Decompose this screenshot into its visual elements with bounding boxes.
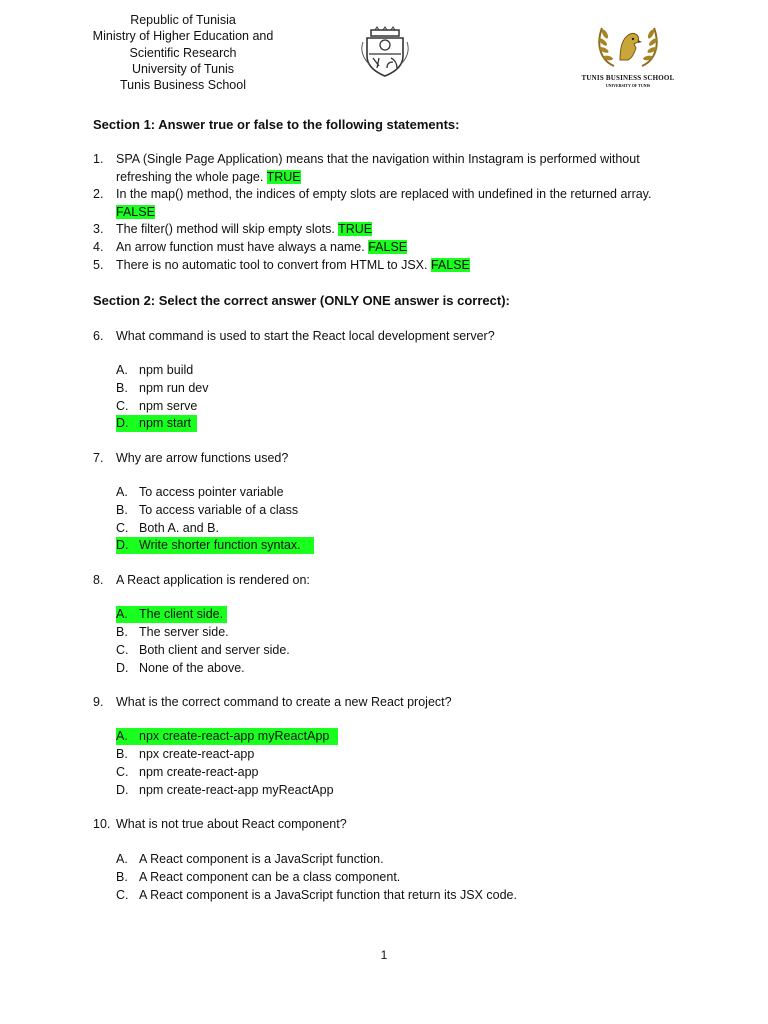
question-text: Why are arrow functions used? bbox=[116, 451, 289, 465]
option-9d bbox=[116, 782, 334, 799]
option-letter: B. bbox=[116, 870, 128, 884]
option-7c bbox=[116, 520, 219, 537]
option-letter: B. bbox=[116, 381, 128, 395]
question-number: 9. bbox=[93, 695, 104, 709]
option-text: npx create-react-app myReactApp bbox=[139, 729, 330, 743]
question-text: What command is used to start the React local development server? bbox=[116, 329, 495, 343]
option-letter: D. bbox=[116, 661, 129, 675]
institution-header bbox=[60, 12, 306, 93]
option-10b bbox=[116, 869, 401, 886]
item-text: The filter() method will skip empty slots. bbox=[116, 222, 335, 236]
option-text: Both client and server side. bbox=[139, 643, 290, 657]
option-letter: B. bbox=[116, 503, 128, 517]
option-text: A React component can be a class component. bbox=[139, 870, 401, 884]
option-7a bbox=[116, 484, 284, 501]
option-letter: B. bbox=[116, 625, 128, 639]
option-letter: D. bbox=[116, 783, 129, 797]
option-7d-correct bbox=[116, 537, 314, 554]
option-6b bbox=[116, 380, 209, 397]
header-line: Tunis Business School bbox=[120, 78, 246, 93]
item-number: 4. bbox=[93, 240, 104, 254]
option-text: To access variable of a class bbox=[139, 503, 299, 517]
item-number: 1. bbox=[93, 152, 104, 166]
option-letter: C. bbox=[116, 888, 129, 902]
option-text: A React component is a JavaScript function that return its JSX code. bbox=[139, 888, 517, 902]
option-6c bbox=[116, 398, 198, 415]
answer-highlight: TRUE bbox=[266, 170, 301, 184]
header-line: Republic of Tunisia bbox=[130, 13, 236, 27]
option-9c bbox=[116, 764, 259, 781]
item-text: SPA (Single Page Application) means that the navigation within Instagram is performed without bbox=[116, 152, 640, 166]
question-number: 6. bbox=[93, 329, 104, 343]
page-number: 1 bbox=[380, 948, 388, 962]
option-9b bbox=[116, 746, 255, 763]
header-line: Ministry of Higher Education and bbox=[92, 29, 274, 44]
option-letter: A. bbox=[116, 729, 128, 743]
tf-item-1-cont bbox=[116, 169, 301, 186]
tf-item-2-answer bbox=[116, 204, 155, 221]
answer-highlight: TRUE bbox=[338, 222, 373, 236]
logo-subtitle: UNIVERSITY OF TUNIS bbox=[605, 83, 651, 88]
item-number: 5. bbox=[93, 258, 104, 272]
option-text: npm serve bbox=[139, 399, 198, 413]
option-text: npm create-react-app bbox=[139, 765, 259, 779]
option-letter: C. bbox=[116, 643, 129, 657]
question-number: 7. bbox=[93, 451, 104, 465]
option-6d-correct bbox=[116, 415, 197, 432]
option-letter: A. bbox=[116, 485, 128, 499]
option-text: npm build bbox=[139, 363, 194, 377]
item-number: 3. bbox=[93, 222, 104, 236]
question-number: 8. bbox=[93, 573, 104, 587]
option-8d bbox=[116, 660, 245, 677]
section-1-title: Section 1: Answer true or false to the following statements: bbox=[93, 117, 460, 132]
option-8c bbox=[116, 642, 290, 659]
option-text: None of the above. bbox=[139, 661, 245, 675]
option-10a bbox=[116, 851, 384, 868]
option-letter: B. bbox=[116, 747, 128, 761]
option-text: To access pointer variable bbox=[139, 485, 284, 499]
section-2-title: Section 2: Select the correct answer (ONLY ONE answer is correct): bbox=[93, 293, 510, 308]
question-text: What is the correct command to create a new React project? bbox=[116, 695, 452, 709]
item-number: 2. bbox=[93, 187, 104, 201]
option-letter: C. bbox=[116, 399, 129, 413]
item-text: In the map() method, the indices of empty slots are replaced with undefined in the returned array. bbox=[116, 187, 652, 201]
header-line: Scientific Research bbox=[129, 45, 237, 60]
option-text: npx create-react-app bbox=[139, 747, 255, 761]
coat-of-arms-icon bbox=[357, 24, 413, 80]
option-7b bbox=[116, 502, 299, 519]
option-6a bbox=[116, 362, 194, 379]
answer-highlight: FALSE bbox=[368, 240, 408, 254]
logo-title: TUNIS BUSINESS SCHOOL bbox=[581, 74, 675, 82]
option-8a-correct bbox=[116, 606, 227, 623]
option-text: Both A. and B. bbox=[139, 521, 219, 535]
answer-highlight: FALSE bbox=[116, 205, 155, 219]
option-letter: C. bbox=[116, 521, 129, 535]
item-text: An arrow function must have always a name. bbox=[116, 240, 365, 254]
option-letter: D. bbox=[116, 538, 129, 552]
option-text: Write shorter function syntax. bbox=[139, 538, 301, 552]
option-8b bbox=[116, 624, 229, 641]
option-text: npm start bbox=[139, 416, 192, 430]
option-text: The server side. bbox=[139, 625, 229, 639]
answer-highlight: FALSE bbox=[430, 258, 470, 272]
item-text-cont: refreshing the whole page. bbox=[116, 170, 264, 184]
option-text: The client side. bbox=[139, 607, 224, 621]
question-text: A React application is rendered on: bbox=[116, 573, 310, 587]
option-letter: A. bbox=[116, 363, 128, 377]
header-line: University of Tunis bbox=[131, 61, 235, 76]
option-text: A React component is a JavaScript function. bbox=[139, 852, 384, 866]
option-letter: D. bbox=[116, 416, 129, 430]
item-text: There is no automatic tool to convert from HTML to JSX. bbox=[116, 258, 428, 272]
eagle-laurel-icon bbox=[580, 20, 676, 74]
option-9a-correct bbox=[116, 728, 338, 745]
tbs-logo bbox=[580, 20, 676, 92]
option-letter: C. bbox=[116, 765, 129, 779]
option-letter: A. bbox=[116, 852, 128, 866]
option-text: npm run dev bbox=[139, 381, 209, 395]
question-text: What is not true about React component? bbox=[116, 817, 347, 831]
option-10c bbox=[116, 887, 517, 904]
question-number: 10. bbox=[93, 817, 111, 831]
option-text: npm create-react-app myReactApp bbox=[139, 783, 334, 797]
option-letter: A. bbox=[116, 607, 128, 621]
